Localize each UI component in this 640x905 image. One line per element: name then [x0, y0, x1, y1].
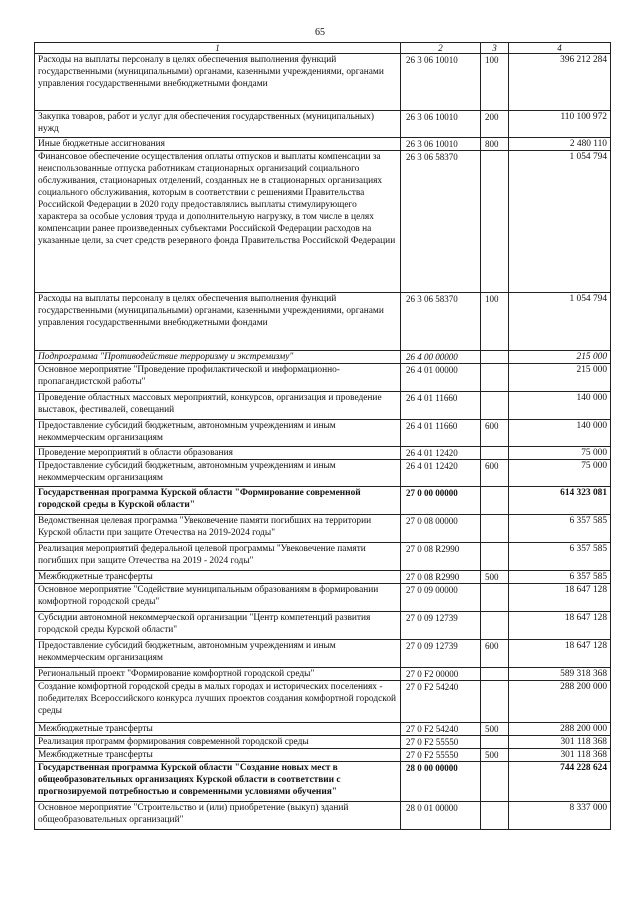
row-type	[481, 681, 509, 723]
row-code: 27 0 F2 55550	[401, 736, 481, 749]
row-name: Государственная программа Курской области "Формирование современной городской среды в Курской области"	[35, 487, 401, 515]
row-code: 27 0 08 00000	[401, 515, 481, 543]
row-amount: 6 357 585	[509, 515, 611, 543]
row-name: Расходы на выплаты персоналу в целях обеспечения выполнения функций государственными (муниципальными) органами, казенными учреждениями, органами управления государственными внебюджетными фондами	[35, 54, 401, 111]
row-type	[481, 762, 509, 802]
row-amount: 1 054 794	[509, 151, 611, 293]
table-row	[35, 543, 611, 571]
table-row	[35, 668, 611, 681]
row-amount: 215 000	[509, 351, 611, 364]
table-row	[35, 487, 611, 515]
row-type: 500	[481, 571, 509, 584]
table-row	[35, 460, 611, 487]
row-name: Межбюджетные трансферты	[35, 571, 401, 584]
row-code: 27 0 F2 00000	[401, 668, 481, 681]
row-type: 600	[481, 640, 509, 668]
row-amount: 301 118 368	[509, 749, 611, 762]
row-amount: 18 647 128	[509, 584, 611, 612]
row-amount: 18 647 128	[509, 640, 611, 668]
row-code: 27 0 09 12739	[401, 640, 481, 668]
row-code: 26 4 00 00000	[401, 351, 481, 364]
row-name: Подпрограмма "Противодействие терроризму и экстремизму"	[35, 351, 401, 364]
row-amount: 744 228 624	[509, 762, 611, 802]
row-code: 26 4 01 12420	[401, 447, 481, 460]
header-col-3: 3	[481, 43, 509, 54]
row-code: 26 4 01 00000	[401, 364, 481, 392]
row-type	[481, 515, 509, 543]
row-amount: 2 480 110	[509, 138, 611, 151]
row-type: 500	[481, 749, 509, 762]
table-row	[35, 640, 611, 668]
row-type	[481, 668, 509, 681]
table-row	[35, 802, 611, 830]
row-name: Реализация программ формирования современной городской среды	[35, 736, 401, 749]
row-amount: 140 000	[509, 420, 611, 447]
row-name: Основное мероприятие "Содействие муниципальным образованиям в формировании комфортной городской среды"	[35, 584, 401, 612]
row-name: Межбюджетные трансферты	[35, 723, 401, 736]
row-name: Основное мероприятие "Проведение профилактической и информационно-пропагандистской работы"	[35, 364, 401, 392]
row-code: 27 0 08 R2990	[401, 571, 481, 584]
row-code: 28 0 01 00000	[401, 802, 481, 830]
row-name: Предоставление субсидий бюджетным, автономным учреждениям и иным некоммерческим организациям	[35, 640, 401, 668]
row-name: Предоставление субсидий бюджетным, автономным учреждениям и иным некоммерческим организациям	[35, 460, 401, 487]
row-type	[481, 487, 509, 515]
row-code: 27 0 00 00000	[401, 487, 481, 515]
row-amount: 8 337 000	[509, 802, 611, 830]
row-amount: 6 357 585	[509, 571, 611, 584]
table-row	[35, 351, 611, 364]
table-row	[35, 515, 611, 543]
row-amount: 301 118 368	[509, 736, 611, 749]
row-name: Реализация мероприятий федеральной целевой программы "Увековечение памяти погибших при защите Отечества на 2019 - 2024 годы"	[35, 543, 401, 571]
row-code: 26 3 06 10010	[401, 138, 481, 151]
row-code: 26 4 01 12420	[401, 460, 481, 487]
row-amount: 18 647 128	[509, 612, 611, 640]
row-type	[481, 364, 509, 392]
row-type	[481, 151, 509, 293]
row-amount: 589 318 368	[509, 668, 611, 681]
row-name: Основное мероприятие "Строительство и (или) приобретение (выкуп) зданий общеобразовательных организаций"	[35, 802, 401, 830]
row-amount: 288 200 000	[509, 723, 611, 736]
row-type	[481, 584, 509, 612]
table-row	[35, 447, 611, 460]
row-amount: 215 000	[509, 364, 611, 392]
row-name: Проведение областных массовых мероприятий, конкурсов, организация и проведение выставок, фестивалей, совещаний	[35, 392, 401, 420]
table-row	[35, 54, 611, 111]
table-row	[35, 392, 611, 420]
row-amount: 288 200 000	[509, 681, 611, 723]
row-type: 500	[481, 723, 509, 736]
row-amount: 396 212 284	[509, 54, 611, 111]
row-type	[481, 736, 509, 749]
row-type	[481, 351, 509, 364]
row-type: 600	[481, 420, 509, 447]
row-amount: 1 054 794	[509, 293, 611, 351]
row-code: 27 0 09 00000	[401, 584, 481, 612]
row-type	[481, 612, 509, 640]
row-code: 26 3 06 58370	[401, 151, 481, 293]
row-name: Межбюджетные трансферты	[35, 749, 401, 762]
header-col-4: 4	[509, 43, 611, 54]
table-row	[35, 293, 611, 351]
row-code: 26 3 06 58370	[401, 293, 481, 351]
row-name: Расходы на выплаты персоналу в целях обеспечения выполнения функций государственными (муниципальными) органами, казенными учреждениями, органами управления государственными внебюджетными фондами	[35, 293, 401, 351]
row-type	[481, 447, 509, 460]
row-name: Государственная программа Курской области "Создание новых мест в общеобразовательных организациях Курской области в соответствии с прогнозируемой потребностью и современными условиями обучения"	[35, 762, 401, 802]
row-name: Создание комфортной городской среды в малых городах и исторических поселениях - победителях Всероссийского конкурса лучших проектов создания комфортной городской среды	[35, 681, 401, 723]
row-name: Проведение мероприятий в области образования	[35, 447, 401, 460]
table-row	[35, 736, 611, 749]
row-code: 26 4 01 11660	[401, 420, 481, 447]
table-row	[35, 111, 611, 138]
row-amount: 6 357 585	[509, 543, 611, 571]
table-row	[35, 681, 611, 723]
header-col-2: 2	[401, 43, 481, 54]
table-body	[35, 43, 611, 830]
row-type: 600	[481, 460, 509, 487]
row-name: Закупка товаров, работ и услуг для обеспечения государственных (муниципальных) нужд	[35, 111, 401, 138]
row-code: 26 3 06 10010	[401, 111, 481, 138]
page-number: 65	[315, 27, 325, 38]
table-row	[35, 420, 611, 447]
row-code: 26 3 06 10010	[401, 54, 481, 111]
row-amount: 110 100 972	[509, 111, 611, 138]
table-row	[35, 571, 611, 584]
row-code: 28 0 00 00000	[401, 762, 481, 802]
table-row	[35, 364, 611, 392]
table-row	[35, 584, 611, 612]
row-code: 26 4 01 11660	[401, 392, 481, 420]
row-amount: 75 000	[509, 447, 611, 460]
row-name: Финансовое обеспечение осуществления оплаты отпусков и выплаты компенсации за неиспользованные отпуска работникам стационарных организаций социального обслуживания, стационарных отделений, созданных не в стационарных организациях социального обслуживания, которым в соответствии с решениями Правительства Российской Федерации в 2020 году предоставлялись выплаты стимулирующего характера за особые условия труда и дополнительную нагрузку, в том числе в целях компенсации ранее произведенных субъектами Российской Федерации расходов на указанные цели, за счет средств резервного фонда Правительства Российской Федерации	[35, 151, 401, 293]
row-code: 27 0 F2 54240	[401, 723, 481, 736]
row-code: 27 0 09 12739	[401, 612, 481, 640]
row-type: 800	[481, 138, 509, 151]
row-name: Предоставление субсидий бюджетным, автономным учреждениям и иным некоммерческим организациям	[35, 420, 401, 447]
table-row	[35, 762, 611, 802]
row-name: Региональный проект "Формирование комфортной городской среды"	[35, 668, 401, 681]
row-type: 100	[481, 54, 509, 111]
row-code: 27 0 08 R2990	[401, 543, 481, 571]
table-row	[35, 151, 611, 293]
header-row	[35, 43, 611, 54]
row-type: 100	[481, 293, 509, 351]
budget-table	[34, 42, 611, 830]
row-type	[481, 543, 509, 571]
row-name: Ведомственная целевая программа "Увековечение памяти погибших на территории Курской области при защите Отечества на 2019-2024 годы"	[35, 515, 401, 543]
row-amount: 75 000	[509, 460, 611, 487]
row-name: Иные бюджетные ассигнования	[35, 138, 401, 151]
table-row	[35, 612, 611, 640]
table-row	[35, 749, 611, 762]
row-type	[481, 802, 509, 830]
header-col-1: 1	[35, 43, 401, 54]
row-type	[481, 392, 509, 420]
row-type: 200	[481, 111, 509, 138]
row-code: 27 0 F2 55550	[401, 749, 481, 762]
table-row	[35, 723, 611, 736]
row-name: Субсидии автономной некоммерческой организации "Центр компетенций развития городской среды Курской области"	[35, 612, 401, 640]
row-amount: 140 000	[509, 392, 611, 420]
table-row	[35, 138, 611, 151]
row-code: 27 0 F2 54240	[401, 681, 481, 723]
row-amount: 614 323 081	[509, 487, 611, 515]
